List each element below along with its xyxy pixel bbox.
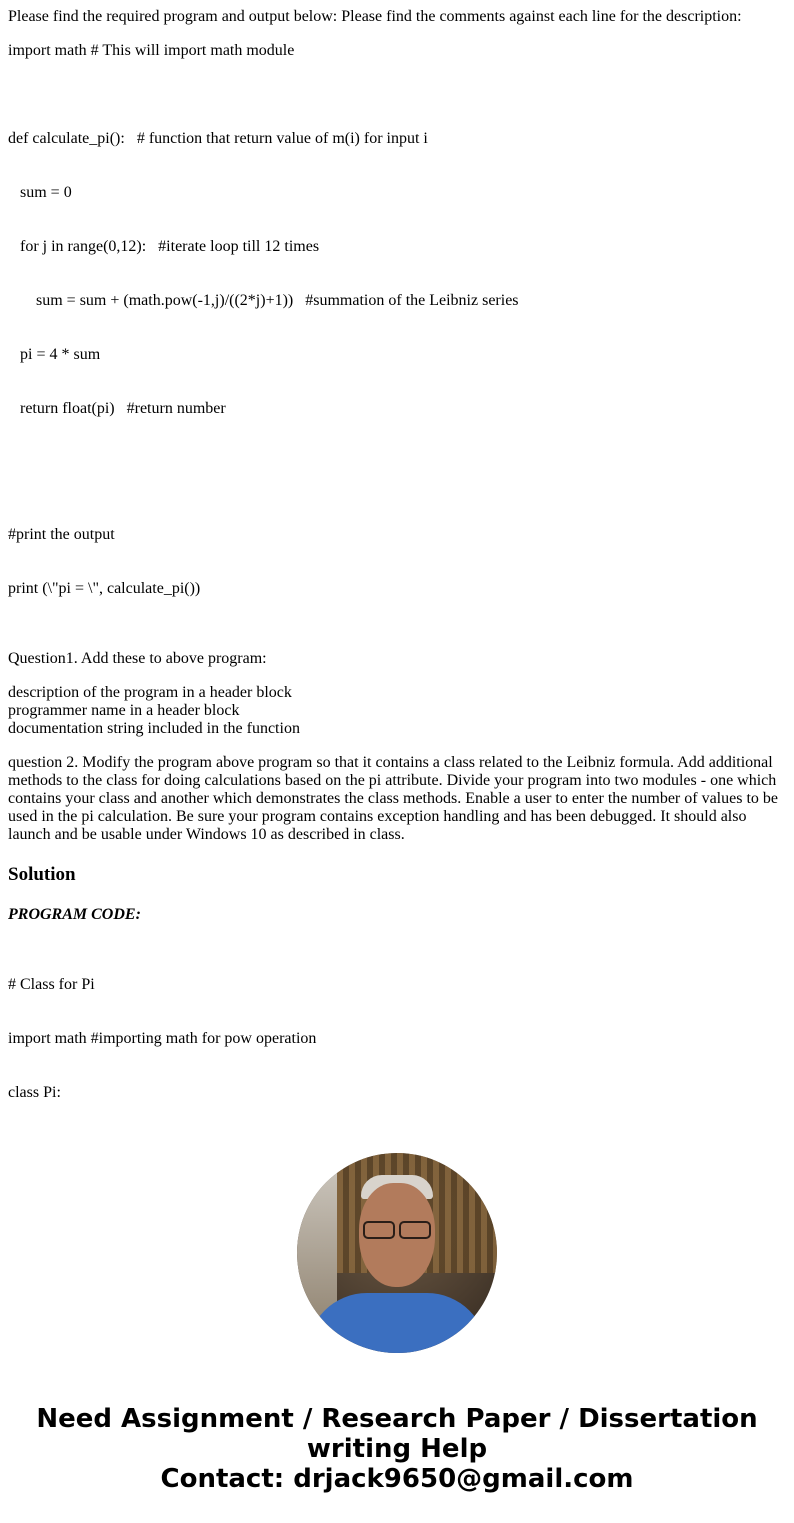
- function-code-block: [8, 94, 786, 454]
- code-line: sum = 0: [8, 184, 72, 201]
- code-line: class Pi:: [8, 1084, 61, 1101]
- banner-line: Need Assignment / Research Paper / Dissertation: [36, 1404, 758, 1434]
- import-line: import math # This will import math module: [8, 42, 295, 59]
- list-item: programmer name in a header block: [8, 702, 240, 719]
- intro-text: Please find the required program and output below: Please find the comments against each line for the description:: [8, 8, 742, 25]
- solution-heading: Solution: [8, 864, 76, 885]
- code-line: import math #importing math for pow operation: [8, 1030, 317, 1047]
- code-line: return float(pi) #return number: [8, 400, 226, 417]
- print-code-block: [8, 490, 786, 634]
- code-line: #print the output: [8, 526, 115, 543]
- contact-banner: [0, 1404, 794, 1494]
- question1-title: Question1. Add these to above program:: [8, 650, 267, 667]
- code-line: pi = 4 * sum: [8, 346, 101, 363]
- document-body: [8, 8, 786, 1122]
- code-line: # Class for Pi: [8, 976, 95, 993]
- program-code-label: PROGRAM CODE:: [8, 906, 141, 923]
- list-item: documentation string included in the function: [8, 720, 300, 737]
- contact-email: Contact: drjack9650@gmail.com: [160, 1464, 634, 1494]
- code-line: def calculate_pi(): # function that return value of m(i) for input i: [8, 130, 428, 147]
- class-code-block: [8, 940, 786, 1122]
- question1-list: [8, 684, 786, 738]
- code-line: print (\"pi = \", calculate_pi()): [8, 580, 201, 597]
- author-photo: [297, 1153, 497, 1353]
- list-item: description of the program in a header block: [8, 684, 292, 701]
- code-line: for j in range(0,12): #iterate loop till 12 times: [8, 238, 320, 255]
- question2-text: question 2. Modify the program above program so that it contains a class related to the Leibniz formula. Add additional methods to the class for doing calculations based on the pi attribute. Divide your program into two modules - one which contains your class and another which demonstrates the class methods. Enable a user to enter the number of values to be used in the pi calculation. Be sure your program contains exception handling and has been debugged. It should also launch and be usable under Windows 10 as described in class.: [8, 754, 778, 843]
- code-line: sum = sum + (math.pow(-1,j)/((2*j)+1)) #summation of the Leibniz series: [8, 292, 519, 309]
- banner-line: writing Help: [306, 1434, 488, 1464]
